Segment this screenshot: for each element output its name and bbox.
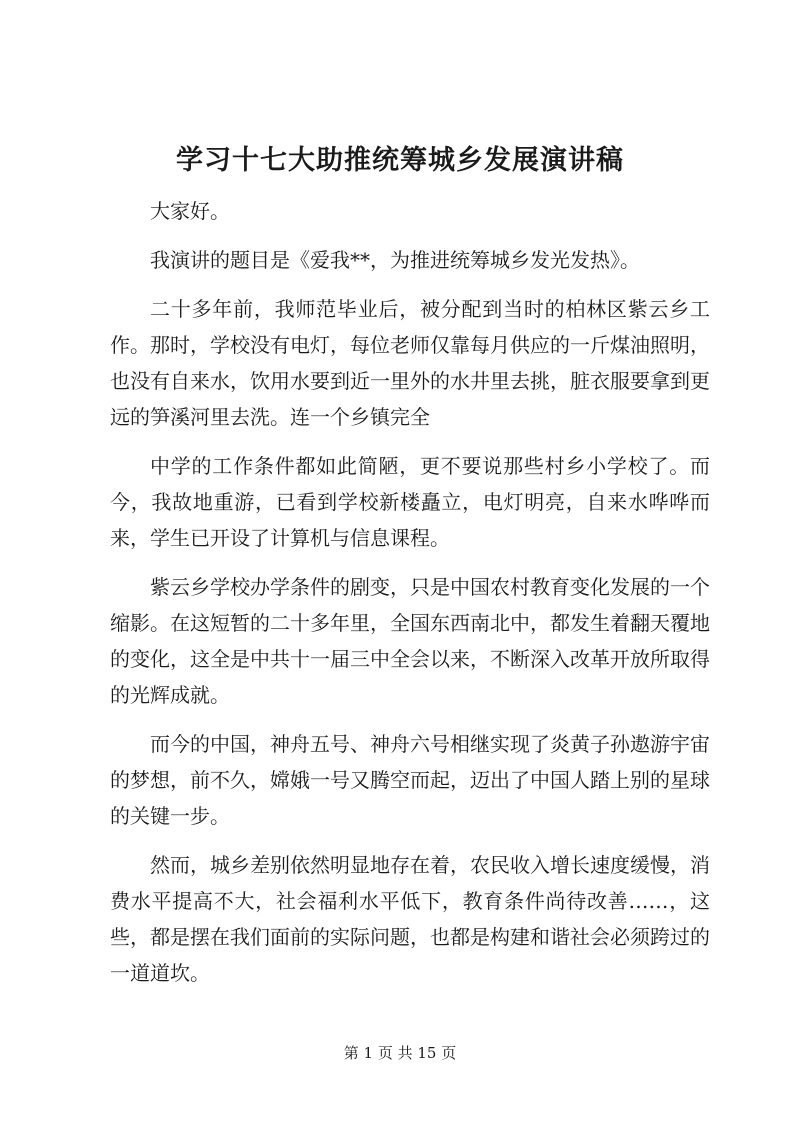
paragraph-past: 二十多年前，我师范毕业后，被分配到当时的柏林区紫云乡工作。那时，学校没有电灯，每位老师仅靠每月供应的一斤煤油照明，也没有自来水，饮用水要到近一里外的水井里去挑，脏衣服要拿到更远的笋溪河里去洗。连一个乡镇完全 <box>110 297 710 429</box>
paragraph-topic: 我演讲的题目是《爱我**，为推进统筹城乡发光发热》。 <box>150 248 640 272</box>
paragraph-space: 而今的中国，神舟五号、神舟六号相继实现了炎黄子孙遨游宇宙的梦想，前不久，嫦娥一号又腾空而起，迈出了中国人踏上别的星球的关键一步。 <box>110 732 710 828</box>
document-body <box>110 193 710 991</box>
page-footer: 第 1 页 共 15 页 <box>343 1044 457 1062</box>
document-title: 学习十七大助推统筹城乡发展演讲稿 <box>176 145 624 176</box>
paragraph-gap: 然而，城乡差别依然明显地存在着，农民收入增长速度缓慢，消费水平提高不大，社会福利水平低下，教育条件尚待改善……，这些，都是摆在我们面前的实际问题，也都是构建和谐社会必须跨过的一道道坎。 <box>110 853 710 985</box>
paragraph-greeting: 大家好。 <box>150 199 230 223</box>
paragraph-change: 紫云乡学校办学条件的剧变，只是中国农村教育变化发展的一个缩影。在这短暂的二十多年里，全国东西南北中，都发生着翻天覆地的变化，这全是中共十一届三中全会以来，不断深入改革开放所取得的光辉成就。 <box>110 575 710 707</box>
paragraph-present: 中学的工作条件都如此简陋，更不要说那些村乡小学校了。而今，我故地重游，已看到学校新楼矗立，电灯明亮，自来水哗哗而来，学生已开设了计算机与信息课程。 <box>110 454 710 550</box>
